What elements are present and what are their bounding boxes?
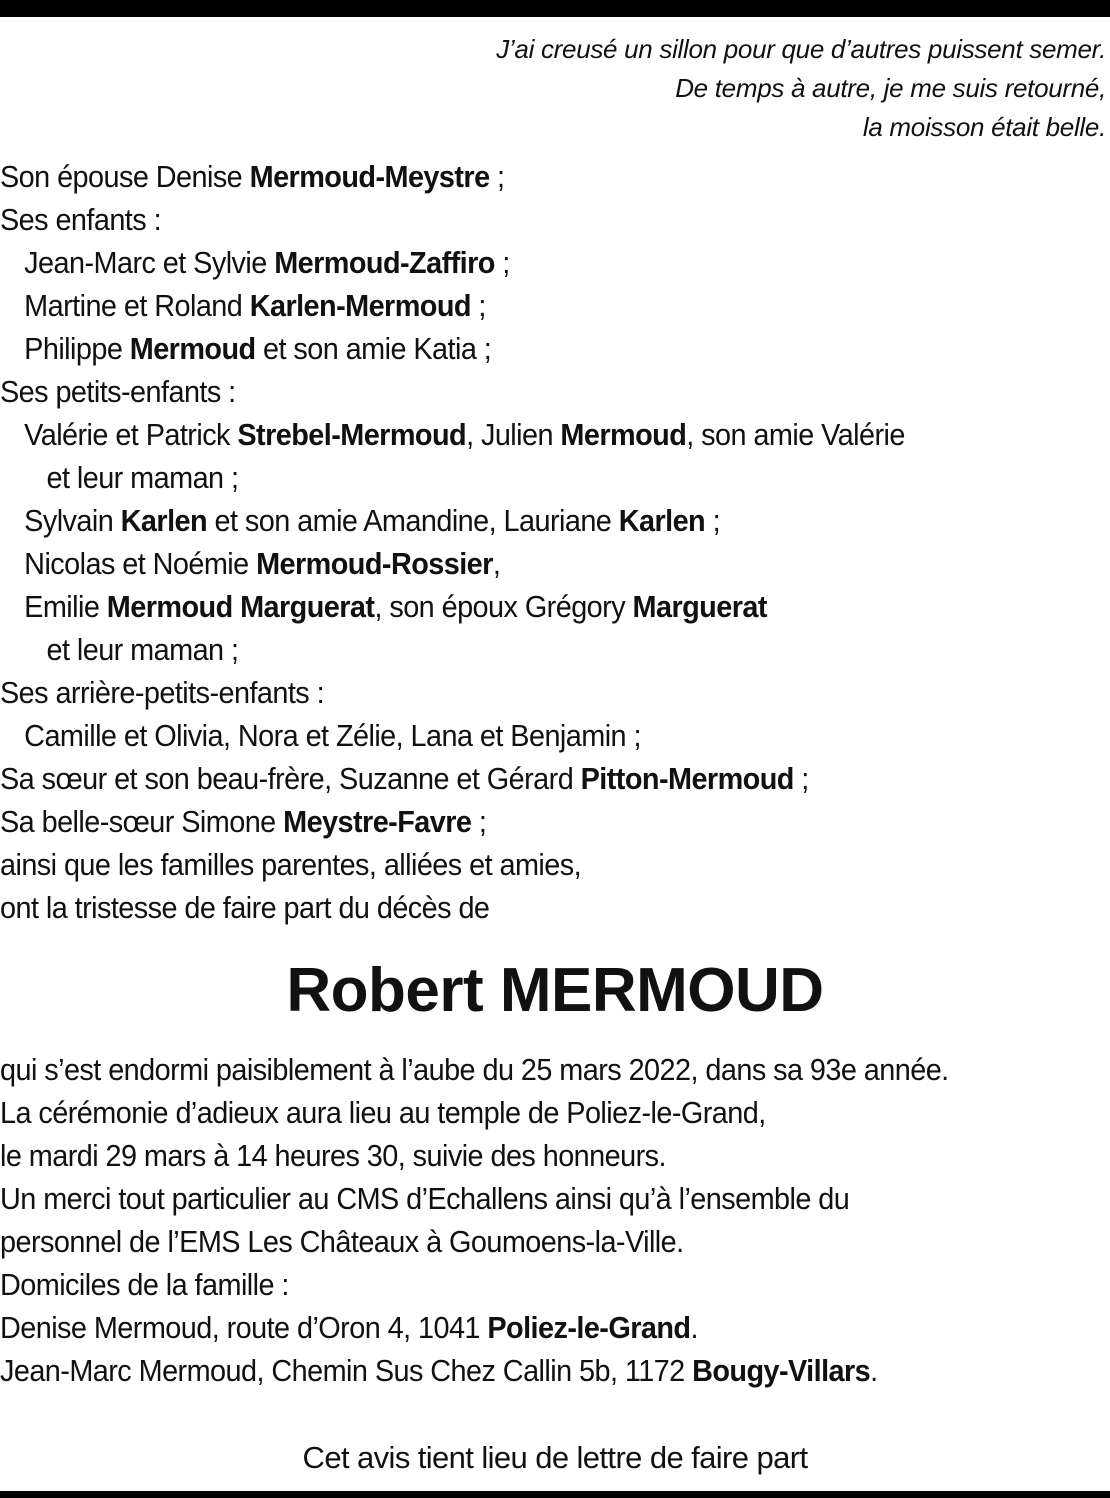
thanks-line: personnel de l’EMS Les Châteaux à Goumoens-la-Ville. <box>0 1224 684 1259</box>
family-surname: Mermoud Marguerat <box>106 589 375 624</box>
spouse-line: Son épouse Denise Mermoud-Meystre ; <box>0 159 505 194</box>
epigraph-line: De temps à autre, je me suis retourné, <box>675 73 1106 103</box>
children-heading: Ses enfants : <box>0 202 162 237</box>
grandchild-line: Emilie Mermoud Marguerat, son époux Grégory Marguerat <box>24 589 767 624</box>
grandchild-line: Nicolas et Noémie Mermoud-Rossier, <box>24 546 501 581</box>
family-surname: Marguerat <box>632 589 767 624</box>
child-line: Martine et Roland Karlen-Mermoud ; <box>24 288 486 323</box>
family-surname: Pitton-Mermoud <box>580 761 794 796</box>
ceremony-line: La cérémonie d’adieux aura lieu au temple de Poliez-le-Grand, <box>0 1095 766 1130</box>
domicile-place: Bougy-Villars <box>692 1353 871 1388</box>
family-surname: Mermoud-Rossier <box>256 546 493 581</box>
epigraph-quote <box>346 30 1106 147</box>
closing-line: ainsi que les familles parentes, alliées et amies, <box>0 847 582 882</box>
death-line: qui s’est endormi paisiblement à l’aube du 25 mars 2022, dans sa 93e année. <box>0 1052 949 1087</box>
top-border-rule <box>0 0 1110 17</box>
epigraph-line: la moisson était belle. <box>862 112 1106 142</box>
family-surname: Mermoud-Zaffiro <box>274 245 495 280</box>
family-surname: Karlen <box>618 503 706 538</box>
domicile-line: Jean-Marc Mermoud, Chemin Sus Chez Callin 5b, 1172 Bougy-Villars. <box>0 1353 878 1388</box>
ceremony-details <box>0 1048 1032 1392</box>
grandchild-line: Sylvain Karlen et son amie Amandine, Lauriane Karlen ; <box>24 503 721 538</box>
grandchild-continuation: et leur maman ; <box>46 460 239 495</box>
grandchild-continuation: et leur maman ; <box>46 632 239 667</box>
family-surname: Mermoud <box>129 331 256 366</box>
grandchildren-heading: Ses petits-enfants : <box>0 374 236 409</box>
child-line: Jean-Marc et Sylvie Mermoud-Zaffiro ; <box>24 245 510 280</box>
thanks-line: Un merci tout particulier au CMS d’Echallens ainsi qu’à l’ensemble du <box>0 1181 850 1216</box>
family-surname: Karlen-Mermoud <box>249 288 471 323</box>
deceased-name: Robert MERMOUD <box>286 956 824 1025</box>
family-surname: Mermoud-Meystre <box>249 159 490 194</box>
domiciles-heading: Domiciles de la famille : <box>0 1267 289 1302</box>
footer-note: Cet avis tient lieu de lettre de faire part <box>302 1440 808 1475</box>
sister-line: Sa sœur et son beau-frère, Suzanne et Gérard Pitton-Mermoud ; <box>0 761 809 796</box>
family-surname: Meystre-Favre <box>283 804 472 839</box>
ceremony-time-line: le mardi 29 mars à 14 heures 30, suivie des honneurs. <box>0 1138 666 1173</box>
child-line: Philippe Mermoud et son amie Katia ; <box>24 331 492 366</box>
sister-in-law-line: Sa belle-sœur Simone Meystre-Favre ; <box>0 804 487 839</box>
great-grandchildren-heading: Ses arrière-petits-enfants : <box>0 675 325 710</box>
closing-line: ont la tristesse de faire part du décès de <box>0 890 490 925</box>
domicile-place: Poliez-le-Grand <box>487 1310 691 1345</box>
family-surname: Karlen <box>120 503 208 538</box>
grandchild-line: Valérie et Patrick Strebel-Mermoud, Julien Mermoud, son amie Valérie <box>24 417 905 452</box>
domicile-line: Denise Mermoud, route d’Oron 4, 1041 Poliez-le-Grand. <box>0 1310 698 1345</box>
family-surname: Mermoud <box>560 417 687 452</box>
family-announcement <box>0 155 1032 929</box>
epigraph-line: J’ai creusé un sillon pour que d’autres puissent semer. <box>496 34 1106 64</box>
great-grandchildren-line: Camille et Olivia, Nora et Zélie, Lana et Benjamin ; <box>24 718 641 753</box>
family-surname: Strebel-Mermoud <box>237 417 467 452</box>
bottom-border-rule <box>0 1491 1110 1498</box>
